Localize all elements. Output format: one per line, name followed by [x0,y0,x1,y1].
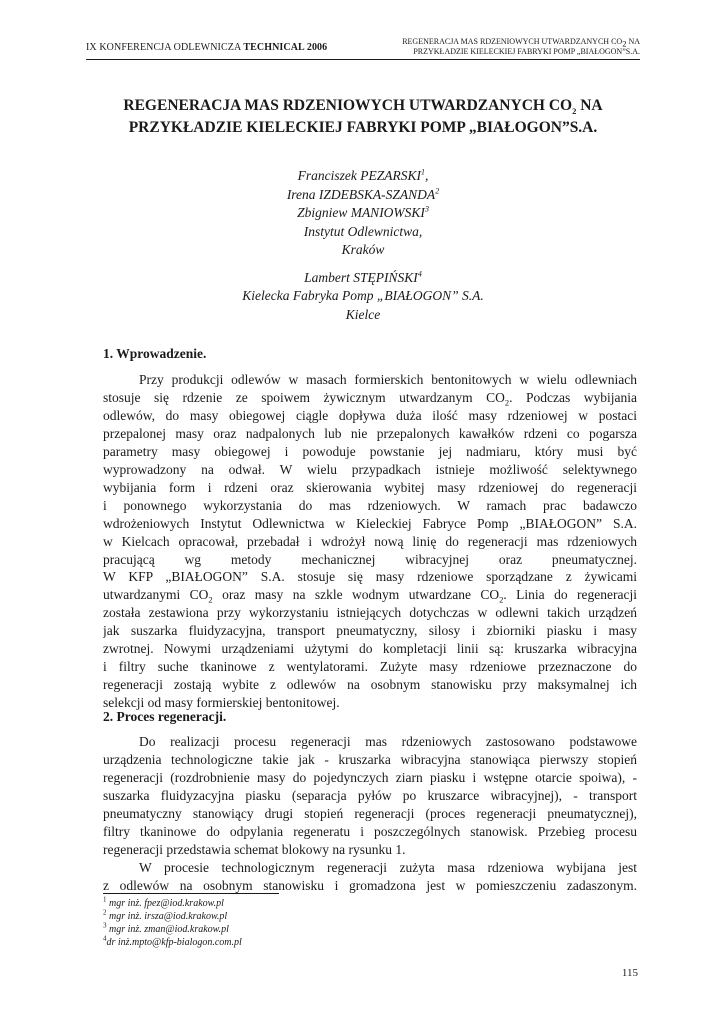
paragraph-line: wybijania form i rdzeni oraz skierowania wybitej masy rdzeniowej do regeneracji [103,479,637,495]
paragraph-line: urządzenia technologiczne takie jak - kruszarka wibracyjna stanowiąca pierwszy stopień [103,751,637,767]
paragraph-line: selekcji od masy formierskiej bentonitowej. [103,695,340,711]
paper-title [86,95,640,139]
footnote-3: $^3$ mgr inż. zman@iod.krakow.pl [103,921,229,935]
paragraph-line: regeneracji zostają wybite z odlewów na osobnym stanowisku przy maksymalnej ich [103,677,637,693]
paragraph-line: stosuje się rdzenie ze spoiwem żywicznym utwardzanym $CO_2$. Podczas wybijania [103,389,637,407]
running-header-right [402,37,640,57]
paragraph-line: W procesie technologicznym regeneracji zużyta masa rdzeniowa wybijana jest [139,859,637,875]
paragraph-line: utwardzanymi $CO_2$ oraz masy na szkle wodnym utwardzane $CO_2$. Linia do regeneracji [103,587,637,605]
paragraph-line: Do realizacji procesu regeneracji mas rdzeniowych zastosowano podstawowe [139,734,637,749]
paragraph-line: filtry tkaninowe do odpylania regeneratu i poszczególnych stanowisk. Przebieg procesu [103,823,637,839]
header-conference-bold: TECHNICAL 2006 [243,42,328,53]
paragraph-line: pneumatyczny stanowiący drugi stopień regeneracji (proces regeneracji pneumatycznej), [103,805,637,821]
paragraph-line: zwrotnej. Nowymi urządzeniami użytymi do kompletacji linii są: kruszarka wibracyjna [103,641,637,657]
author-maniowski: Zbigniew MANIOWSKI$^3$ [297,204,429,220]
footnote-divider [103,893,279,894]
title-line2: PRZYKŁADZIE KIELECKIEJ FABRYKI POMP „BIAŁOGON”S.A. [128,119,598,136]
footnote-1: $^1$ mgr inż. fpez@iod.krakow.pl [103,895,224,909]
section-intro-body [103,371,637,712]
paragraph-line: i ponownego wykorzystania do mas rdzeniowych. W ramach prac badawczo [103,497,637,513]
affiliation-city-kielce: Kielce [345,306,381,322]
paragraph-line: parametry masy obiegowej i powoduje powstanie jej nadmiaru, który musi być [103,443,637,459]
page-number: 115 [621,967,638,979]
footnote-4: $^4$dr inż.mpto@kfp-bialogon.com.pl [103,934,242,948]
paragraph-line: Przy produkcji odlewów w masach formierskich bentonitowych w wielu odlewniach [139,372,637,387]
section-process-body [103,733,637,895]
paragraph-line: wyprowadzony na odwał. W wielu przypadkach istnieje możliwość selektywnego [103,461,637,477]
affiliation-company: Kielecka Fabryka Pomp „BIAŁOGON” S.A. [242,288,484,303]
author-izdebska-szanda: Irena IZDEBSKA-SZANDA$^2$ [286,186,440,202]
paragraph-line: z odlewów na osobnym stanowisku i gromadzona jest w pomieszczeniu zadaszonym. [103,877,637,893]
paragraph-line: odlewów, do masy obiegowej ciągle dopływa duża ilość masy rdzeniowej w postaci [103,407,637,423]
section-heading-intro: 1. Wprowadzenie. [103,346,207,361]
title-line1: REGENERACJA MAS RDZENIOWYCH UTWARDZANYCH $CO_2$ NA [123,97,603,117]
author-stepinski: Lambert STĘPIŃSKI$^4$ [304,269,422,285]
footnotes [103,897,242,949]
affiliation-city-krakow: Kraków [341,242,385,257]
paragraph-line: przepalonej masy oraz nadpalonych lub nie przepalonych kawałków rdzeni co pogarsza [103,425,637,441]
section-heading-process: 2. Proces regeneracji. [103,709,227,724]
header-right-line2: PRZYKŁADZIE KIELECKIEJ FABRYKI POMP „BIAŁOGON”S.A. [413,47,640,56]
affiliation-institute: Instytut Odlewnictwa, [303,223,423,239]
header-divider [86,59,640,60]
paragraph-line: pracującą wg metody mechanicznej wibracyjnej oraz pneumatycznej. [103,551,637,567]
paragraph-line: suszarka fluidyzacyjna piasku (separacja pyłów po kruszarce wibracyjnej), - transport [103,787,637,803]
author-pezarski: Franciszek PEZARSKI$^1$, [297,167,429,183]
paragraph-line: w Kielcach opracował, przebadał i wdrożył nową linię do regeneracji mas rdzeniowych [103,533,637,549]
paragraph-line: regeneracji (rozdrobnienie masy do pojedynczych ziarn piasku i wstępne otarcie spoiwa), - [103,769,637,785]
paragraph-line: wdrożeniowych Instytut Odlewnictwa w Kieleckiej Fabryce Pomp „BIAŁOGON” S.A. [103,515,637,531]
author-block [86,167,640,324]
paragraph-line: W KFP „BIAŁOGON” S.A. stosuje się masy rdzeniowe sporządzane z żywicami [103,569,637,585]
header-right-line1: REGENERACJA MAS RDZENIOWYCH UTWARDZANYCH $CO_2$ NA [402,37,640,49]
running-header-left [86,42,327,53]
paragraph-line: została zestawiona przy wykorzystaniu istniejących dotychczas w odlewni takich urządzeń [103,605,637,621]
header-conference: IX KONFERENCJA ODLEWNICZA [86,42,244,53]
paragraph-line: i filtry suche tkaninowe z wentylatorami. Zużyte masy rdzeniowe przeznaczone do [103,659,637,675]
paragraph-line: regeneracji przedstawia schemat blokowy na rysunku 1. [103,841,406,857]
footnote-2: $^2$ mgr inż. irsza@iod.krakow.pl [103,908,228,922]
paragraph-line: jak suszarka fluidyzacyjna, transport pneumatyczny, silosy i zbiorniki piasku i masy [103,623,637,639]
